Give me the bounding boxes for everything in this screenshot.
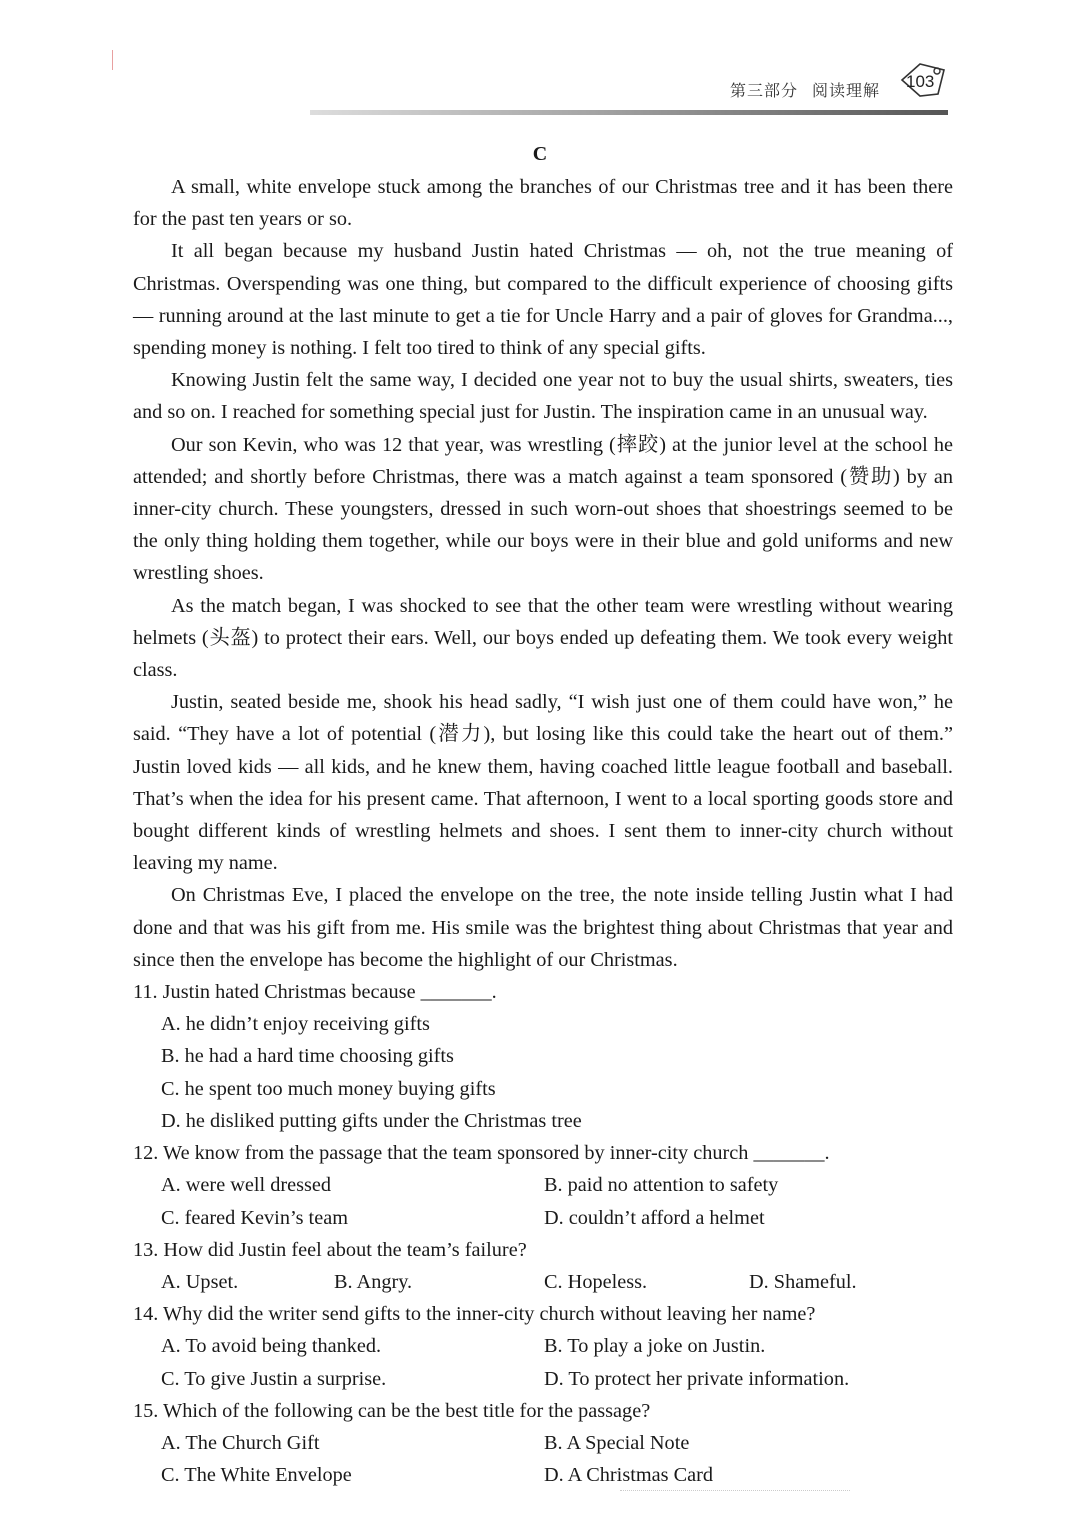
- page-number: 103: [906, 72, 935, 91]
- running-header: [730, 78, 894, 101]
- answer-option: B. A Special Note: [544, 1431, 690, 1454]
- answer-option: D. To protect her private information.: [544, 1367, 850, 1390]
- answer-option: C. he spent too much money buying gifts: [161, 1077, 496, 1100]
- footer-dots: [620, 1490, 850, 1491]
- answer-option: A. The Church Gift: [161, 1431, 320, 1454]
- scan-mark: [112, 50, 113, 70]
- answer-option: A. were well dressed: [161, 1174, 332, 1197]
- paragraph: A small, white envelope stuck among the branches of our Christmas tree and it has been there for the past ten years or so.: [133, 176, 953, 231]
- answer-option: D. couldn’t afford a helmet: [544, 1206, 765, 1229]
- answer-option: B. he had a hard time choosing gifts: [161, 1045, 454, 1068]
- question-options: [133, 1008, 953, 1137]
- answer-option: B. Angry.: [334, 1270, 413, 1293]
- answer-option: A. Upset.: [161, 1270, 239, 1293]
- answer-option: D. Shameful.: [749, 1270, 857, 1293]
- answer-option: C. feared Kevin’s team: [161, 1206, 348, 1229]
- question-options: [133, 1266, 953, 1298]
- header-part: 第三部分: [730, 81, 799, 100]
- paragraph: Justin, seated beside me, shook his head sadly, “I wish just one of them could have won,” he said. “They have a lot of potential (潜力), but losing like this could take the heart out of them.” Justin loved kids — all kids, and he knew them, having coached little league football and baseball. That’s when the idea for his present came. That afternoon, I went to a local sporting goods store and bought different kinds of wrestling helmets and shoes. I sent them to inner-city church without leaving my name.: [133, 691, 953, 875]
- question-stem: 14. Why did the writer send gifts to the inner-city church without leaving her name?: [133, 1303, 816, 1326]
- question-stem: 13. How did Justin feel about the team’s failure?: [133, 1238, 527, 1261]
- answer-option: A. he didn’t enjoy receiving gifts: [161, 1013, 430, 1036]
- passage-body: [133, 171, 953, 1491]
- answer-option: D. he disliked putting gifts under the Christmas tree: [161, 1109, 582, 1132]
- answer-option: B. To play a joke on Justin.: [544, 1335, 766, 1358]
- answer-option: B. paid no attention to safety: [544, 1174, 779, 1197]
- answer-option: C. The White Envelope: [161, 1464, 352, 1487]
- question-options: [133, 1330, 953, 1394]
- question-options: [133, 1427, 953, 1491]
- question-stem: 15. Which of the following can be the best title for the passage?: [133, 1399, 651, 1422]
- answer-option: C. To give Justin a surprise.: [161, 1367, 387, 1390]
- paragraph: As the match began, I was shocked to see that the other team were wrestling without wearing helmets (头盔) to protect their ears. Well, our boys ended up defeating them. We took every weight class.: [133, 594, 953, 682]
- answer-option: A. To avoid being thanked.: [161, 1335, 382, 1358]
- section-letter: C: [532, 143, 548, 165]
- question-stem: 12. We know from the passage that the team sponsored by inner-city church _______.: [133, 1142, 830, 1165]
- question-stem: 11. Justin hated Christmas because _______.: [133, 981, 497, 1004]
- question-options: [133, 1169, 953, 1233]
- paragraph: Knowing Justin felt the same way, I decided one year not to buy the usual shirts, sweaters, ties and so on. I reached for something special just for Justin. The inspiration came in an unusual way.: [133, 369, 953, 424]
- paragraph: Our son Kevin, who was 12 that year, was wrestling (摔跤) at the junior level at the school he attended; and shortly before Christmas, there was a match against a team sponsored (赞助) by an inner-city church. These youngsters, dressed in such worn-out shoes that shoestrings seemed to be the only thing holding them together, while our boys were in their blue and gold uniforms and new wrestling shoes.: [133, 433, 953, 585]
- header-section: 阅读理解: [812, 81, 881, 100]
- header-rule: [310, 110, 948, 115]
- paragraph: It all began because my husband Justin hated Christmas — oh, not the true meaning of Christmas. Overspending was one thing, but compared to the difficult experience of choosing gifts — running around at the last minute to get a tie for Uncle Harry and a pair of gloves for Grandma..., spending money is nothing. I felt too tired to think of any special gifts.: [133, 240, 953, 360]
- paragraph: On Christmas Eve, I placed the envelope on the tree, the note inside telling Justin what I had done and that was his gift from me. His smile was the brightest thing about Christmas that year and since then the envelope has become the highlight of our Christmas.: [133, 884, 953, 971]
- answer-option: D. A Christmas Card: [544, 1464, 714, 1487]
- answer-option: C. Hopeless.: [544, 1270, 648, 1293]
